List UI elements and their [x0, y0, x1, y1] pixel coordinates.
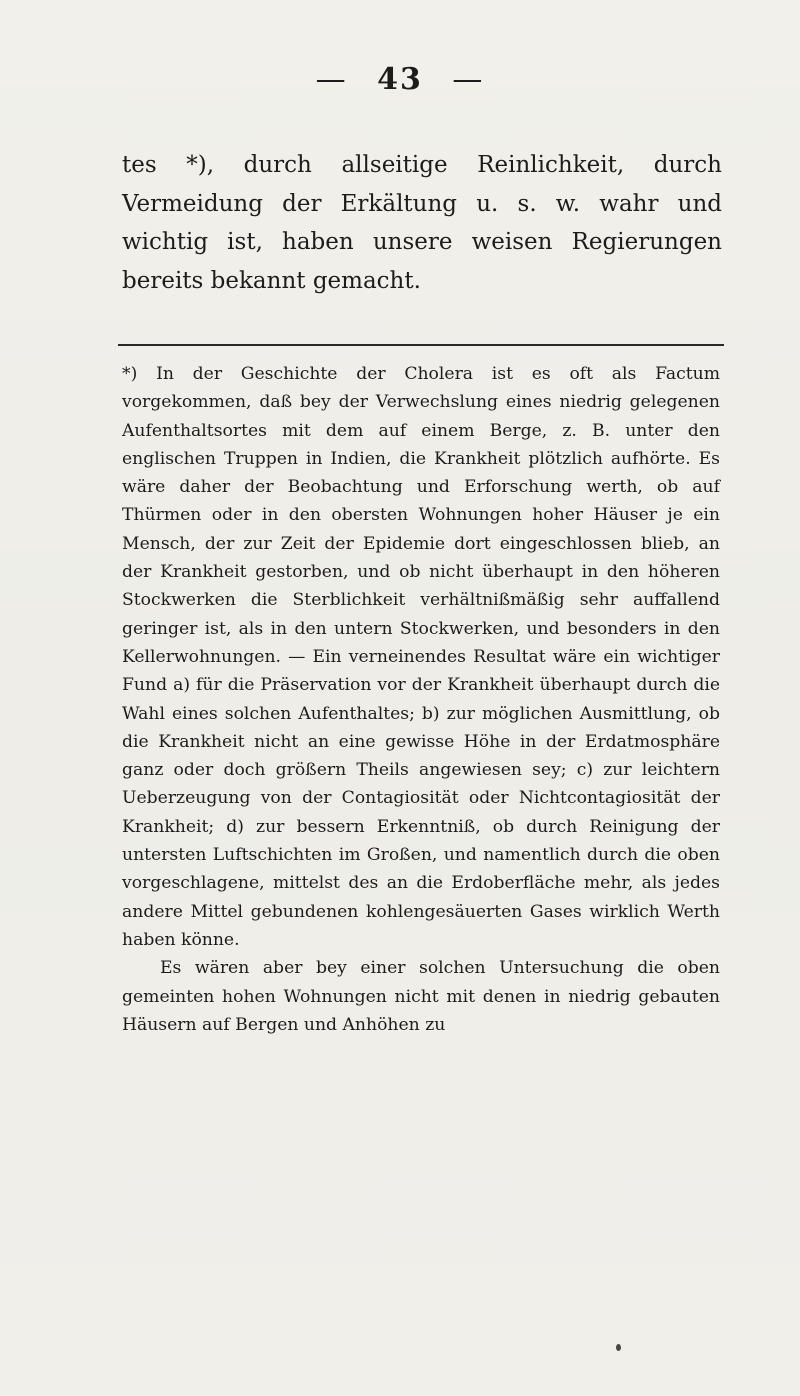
- page-number: 43: [377, 62, 423, 97]
- header-right-dash: —: [452, 62, 485, 97]
- ink-speck: [616, 1344, 621, 1351]
- footnote-divider: [118, 344, 724, 346]
- footnote: [122, 360, 720, 1039]
- header-left-dash: —: [315, 62, 348, 97]
- footnote-marker: *): [122, 364, 138, 384]
- footnote-paragraph-1: In der Geschichte der Cholera ist es oft als Factum vorgekommen, daß bey der Verwechslung eines niedrig gelegenen Aufenthaltsortes mit dem auf einem Berge, z. B. unter den englischen Truppen in Indien, die Krankheit plötzlich aufhörte. Es wäre daher der Beobachtung und Erforschung werth, ob auf Thürmen oder in den obersten Wohnungen hoher Häuser je ein Mensch, der zur Zeit der Epidemie dort eingeschlossen blieb, an der Krankheit gestorben, und ob nicht überhaupt in den höheren Stockwerken die Sterblichkeit verhältnißmäßig sehr auffallend geringer ist, als in den untern Stockwerken, und besonders in den Kellerwohnungen. — Ein verneinendes Resultat wäre ein wichtiger Fund a) für die Präservation vor der Krankheit überhaupt durch die Wahl eines solchen Aufenthaltes; b) zur möglichen Ausmittlung, ob die Krankheit nicht an eine gewisse Höhe in der Erdatmosphäre ganz oder doch größern Theils angewiesen sey; c) zur leichtern Ueberzeugung von der Contagiosität oder Nichtcontagiosität der Krankheit; d) zur bessern Erkenntniß, ob durch Reinigung der untersten Luftschichten im Großen, und namentlich durch die oben vorgeschlagene, mittelst des an die Erdoberfläche mehr, als jedes andere Mittel gebundenen kohlengesäuerten Gases wirklich Werth haben könne.: [122, 364, 721, 950]
- main-text: tes *), durch allseitige Reinlichkeit, durch Vermeidung der Erkältung u. s. w. wahr und wichtig ist, haben unsere weisen Regierungen bereits bekannt gemacht.: [122, 152, 722, 294]
- page-header: [0, 62, 800, 97]
- footnote-paragraph-2: Es wären aber bey einer solchen Untersuchung die oben gemeinten hohen Wohnungen nicht mit denen in niedrig gebauten Häusern auf Bergen und Anhöhen zu: [122, 958, 720, 1035]
